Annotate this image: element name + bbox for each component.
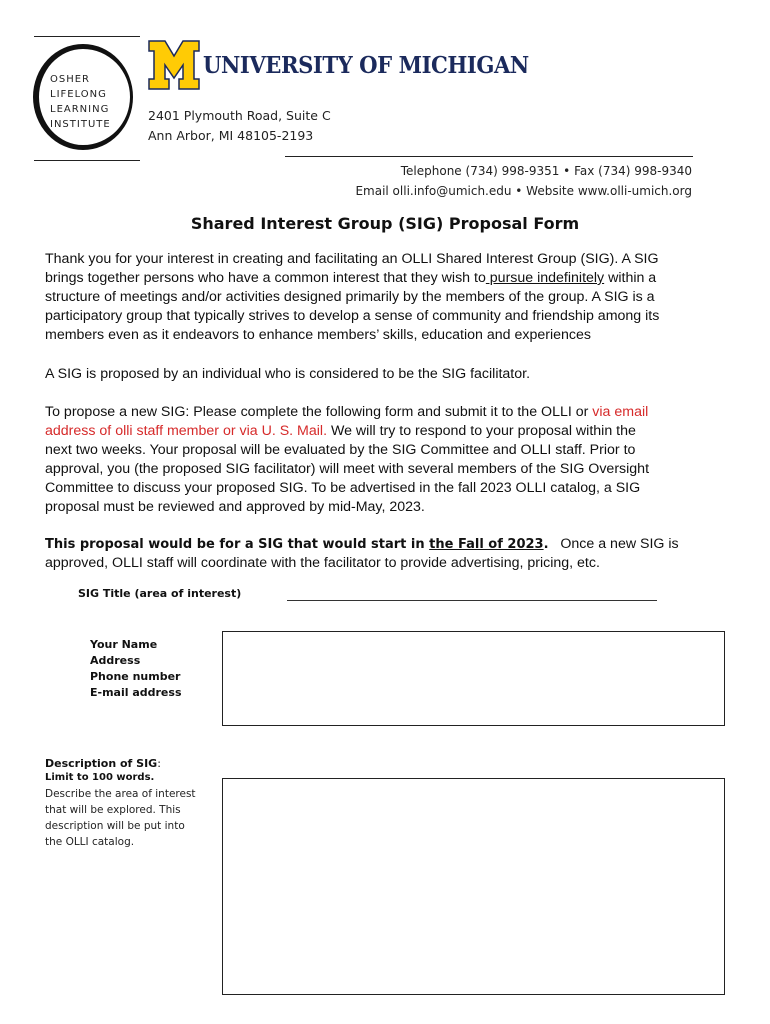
season-paragraph	[45, 535, 715, 573]
phone-fax: Telephone (734) 998-9351 • Fax (734) 998-9340	[400, 164, 692, 178]
contact-labels	[90, 637, 182, 701]
sig-title-field[interactable]	[287, 600, 657, 601]
note-line: the OLLI catalog.	[45, 836, 135, 848]
facilitator-text: A SIG is proposed by an individual who is considered to be the SIG facilitator.	[45, 366, 531, 382]
osher-line: OSHER	[50, 74, 91, 85]
mail-option: address of olli staff member or via U. S. Mail.	[45, 423, 328, 439]
intro-line: Thank you for your interest in creating and facilitating an OLLI Shared Interest Group (SIG). A SIG	[45, 251, 659, 267]
osher-line: LIFELONG	[50, 89, 107, 100]
contact-info-box[interactable]	[222, 631, 725, 726]
season-period: .	[543, 537, 549, 552]
osher-line: LEARNING	[50, 104, 110, 115]
propose-text: To propose a new SIG: Please complete the following form and submit it to the OLLI or	[45, 404, 593, 420]
form-title: Shared Interest Group (SIG) Proposal Form	[190, 214, 580, 233]
intro-line	[45, 269, 715, 288]
propose-line: next two weeks. Your proposal will be evaluated by the SIG Committee and OLLI staff. Prior to	[45, 442, 636, 458]
propose-line: approval, you (the proposed SIG facilitator) will meet with several members of the SIG Oversight	[45, 461, 650, 477]
propose-paragraph	[45, 403, 715, 517]
osher-line: INSTITUTE	[50, 119, 111, 130]
facilitator-paragraph	[45, 365, 715, 384]
propose-line: proposal must be reviewed and approved by mid-May, 2023.	[45, 499, 425, 515]
intro-line: members even as it endeavors to enhance members’ skills, education and experiences	[45, 327, 591, 343]
intro-line: participatory group that typically strives to develop a sense of community and friendship among its	[45, 308, 660, 324]
email-option: via email	[592, 404, 649, 420]
pursue-indefinitely: pursue indefinitely	[485, 270, 605, 286]
note-line: Describe the area of interest	[45, 788, 196, 800]
propose-line	[45, 422, 715, 441]
description-limit: Limit to 100 words.	[45, 772, 155, 783]
logo-bottom-rule	[34, 160, 140, 161]
propose-text: We will try to respond to your proposal within the	[327, 423, 636, 439]
intro-line: structure of meetings and/or activities designed primarily by the members of the group. A SIG is a	[45, 289, 655, 305]
description-label-text: Description of SIG	[45, 757, 158, 770]
propose-line: Committee to discuss your proposed SIG. To be advertised in the fall 2023 OLLI catalog, a SIG	[45, 480, 641, 496]
phone-label: Phone number	[90, 670, 181, 683]
logo-top-rule	[34, 36, 140, 37]
sig-title-label: SIG Title (area of interest)	[78, 587, 242, 600]
email-label: E-mail address	[90, 686, 182, 699]
university-name: UNIVERSITY OF MICHIGAN	[203, 52, 529, 79]
season-text: Once a new SIG is	[548, 536, 679, 552]
season-bold: This proposal would be for a SIG that would start in	[45, 537, 430, 552]
email-website: Email olli.info@umich.edu • Website www.olli-umich.org	[355, 184, 692, 198]
description-box[interactable]	[222, 778, 725, 995]
contact-divider	[285, 156, 693, 157]
name-label: Your Name	[90, 638, 158, 651]
address-line-2: Ann Arbor, MI 48105-2193	[148, 128, 314, 143]
address-line-1: 2401 Plymouth Road, Suite C	[148, 108, 331, 123]
block-m-logo	[148, 40, 200, 90]
intro-text: within a	[604, 270, 657, 286]
propose-line	[45, 403, 715, 422]
season-line: approved, OLLI staff will coordinate with the facilitator to provide advertising, pricing, etc.	[45, 555, 600, 571]
note-line: that will be explored. This	[45, 804, 181, 816]
osher-logo-text	[50, 72, 130, 132]
season-line	[45, 535, 715, 554]
fall-2023: the Fall of 2023	[429, 537, 544, 552]
note-line: description will be put into	[45, 820, 185, 832]
description-note	[45, 786, 215, 850]
address-label: Address	[90, 654, 141, 667]
description-colon: :	[157, 757, 161, 770]
intro-paragraph	[45, 250, 715, 345]
intro-text: brings together persons who have a common interest that they wish to	[45, 270, 486, 286]
description-label	[45, 757, 161, 770]
